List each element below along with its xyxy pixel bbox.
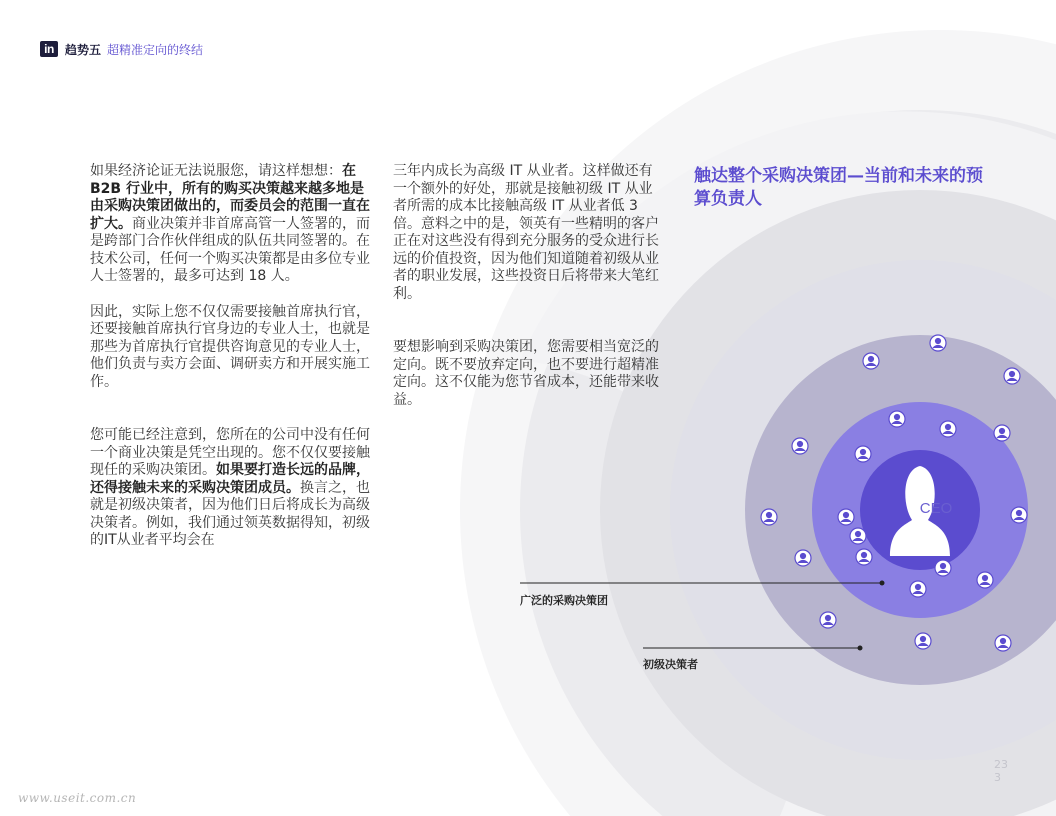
- paragraph: 要想影响到采购决策团，您需要相当宽泛的定向。既不要放弃定向，也不要进行超精准定向。这不仅能为您节省成本，还能带来收益。: [393, 339, 659, 408]
- section-subtitle: 超精准定向的终结: [107, 42, 204, 57]
- text-column-right: [393, 163, 661, 409]
- person-icon: [820, 612, 836, 628]
- paragraph: 如果经济论证无法说服您，请这样想想：在 B2B 行业中，所有的购买决策越来越多地是由采购决策团做出的，而委员会的范围一直在扩大。商业决策并非首席高管一人签署的，而是跨部门合作伙伴组成的队伍共同签署的。在技术公司，任何一个购买决策都是由多位专业人士签署的，最多可达到 18 人。: [90, 163, 370, 284]
- diagram-headline: 触达整个采购决策团—当前和未来的预算负责人: [694, 166, 983, 209]
- person-icon: [850, 528, 866, 544]
- person-icon: [994, 425, 1010, 441]
- person-icon: [940, 421, 956, 437]
- person-icon: [995, 635, 1011, 651]
- person-icon: [761, 509, 777, 525]
- emphasis-text: 在 B2B 行业中，所有的购买决策越来越多地是由采购决策团做出的，而委员会的范围一直在扩大。: [90, 163, 370, 232]
- emphasis-text: 如果要打造长远的品牌，还得接触未来的采购决策团成员。: [90, 462, 370, 496]
- linkedin-logo: in: [40, 41, 58, 57]
- person-icon: [930, 335, 946, 351]
- person-icon: [910, 581, 926, 597]
- callout-dot-junior: [858, 646, 863, 651]
- page-header: [40, 40, 203, 58]
- paragraph: 三年内成长为高级 IT 从业者。这样做还有一个额外的好处，那就是接触初级 IT 从业者所需的成本比接触高级 IT 从业者低 3 倍。意料之中的是，领英有一些精明的客户正在对这些没有得到充分服务的受众进行长远的价值投资，因为他们知道随着初级从业者的职业发展，这些投资日后将带来大笔红利。: [393, 163, 659, 302]
- ceo-label: CEO: [919, 500, 953, 517]
- person-icon: [856, 549, 872, 565]
- junior-decision-label: 初级决策者: [643, 658, 698, 671]
- person-icon: [935, 560, 951, 576]
- trend-label: 趋势五: [65, 42, 102, 57]
- text-column-left: [90, 163, 372, 550]
- watermark: www.useit.com.cn: [18, 791, 137, 805]
- page-number: 23 3: [994, 758, 1008, 784]
- person-icon: [977, 572, 993, 588]
- person-icon: [838, 509, 854, 525]
- broad-committee-label: 广泛的采购决策团: [520, 594, 608, 607]
- paragraph: 因此，实际上您不仅仅需要接触首席执行官，还要接触首席执行官身边的专业人士，也就是那些为首席执行官提供咨询意见的专业人士，他们负责与卖方会面、调研卖方和开展实施工作。: [90, 303, 370, 390]
- person-icon: [1004, 368, 1020, 384]
- person-icon: [889, 411, 905, 427]
- person-icon: [1011, 507, 1027, 523]
- person-icon: [855, 446, 871, 462]
- person-icon: [792, 438, 808, 454]
- person-icon: [795, 550, 811, 566]
- person-icon: [863, 353, 879, 369]
- callout-dot-broad: [880, 581, 885, 586]
- paragraph: 您可能已经注意到，您所在的公司中没有任何一个商业决策是凭空出现的。您不仅仅要接触现任的采购决策团。如果要打造长远的品牌，还得接触未来的采购决策团成员。换言之，也就是初级决策者，因为他们日后将成长为高级决策者。例如，我们通过领英数据得知，初级的IT从业者平均会在: [90, 427, 370, 548]
- person-icon: [915, 633, 931, 649]
